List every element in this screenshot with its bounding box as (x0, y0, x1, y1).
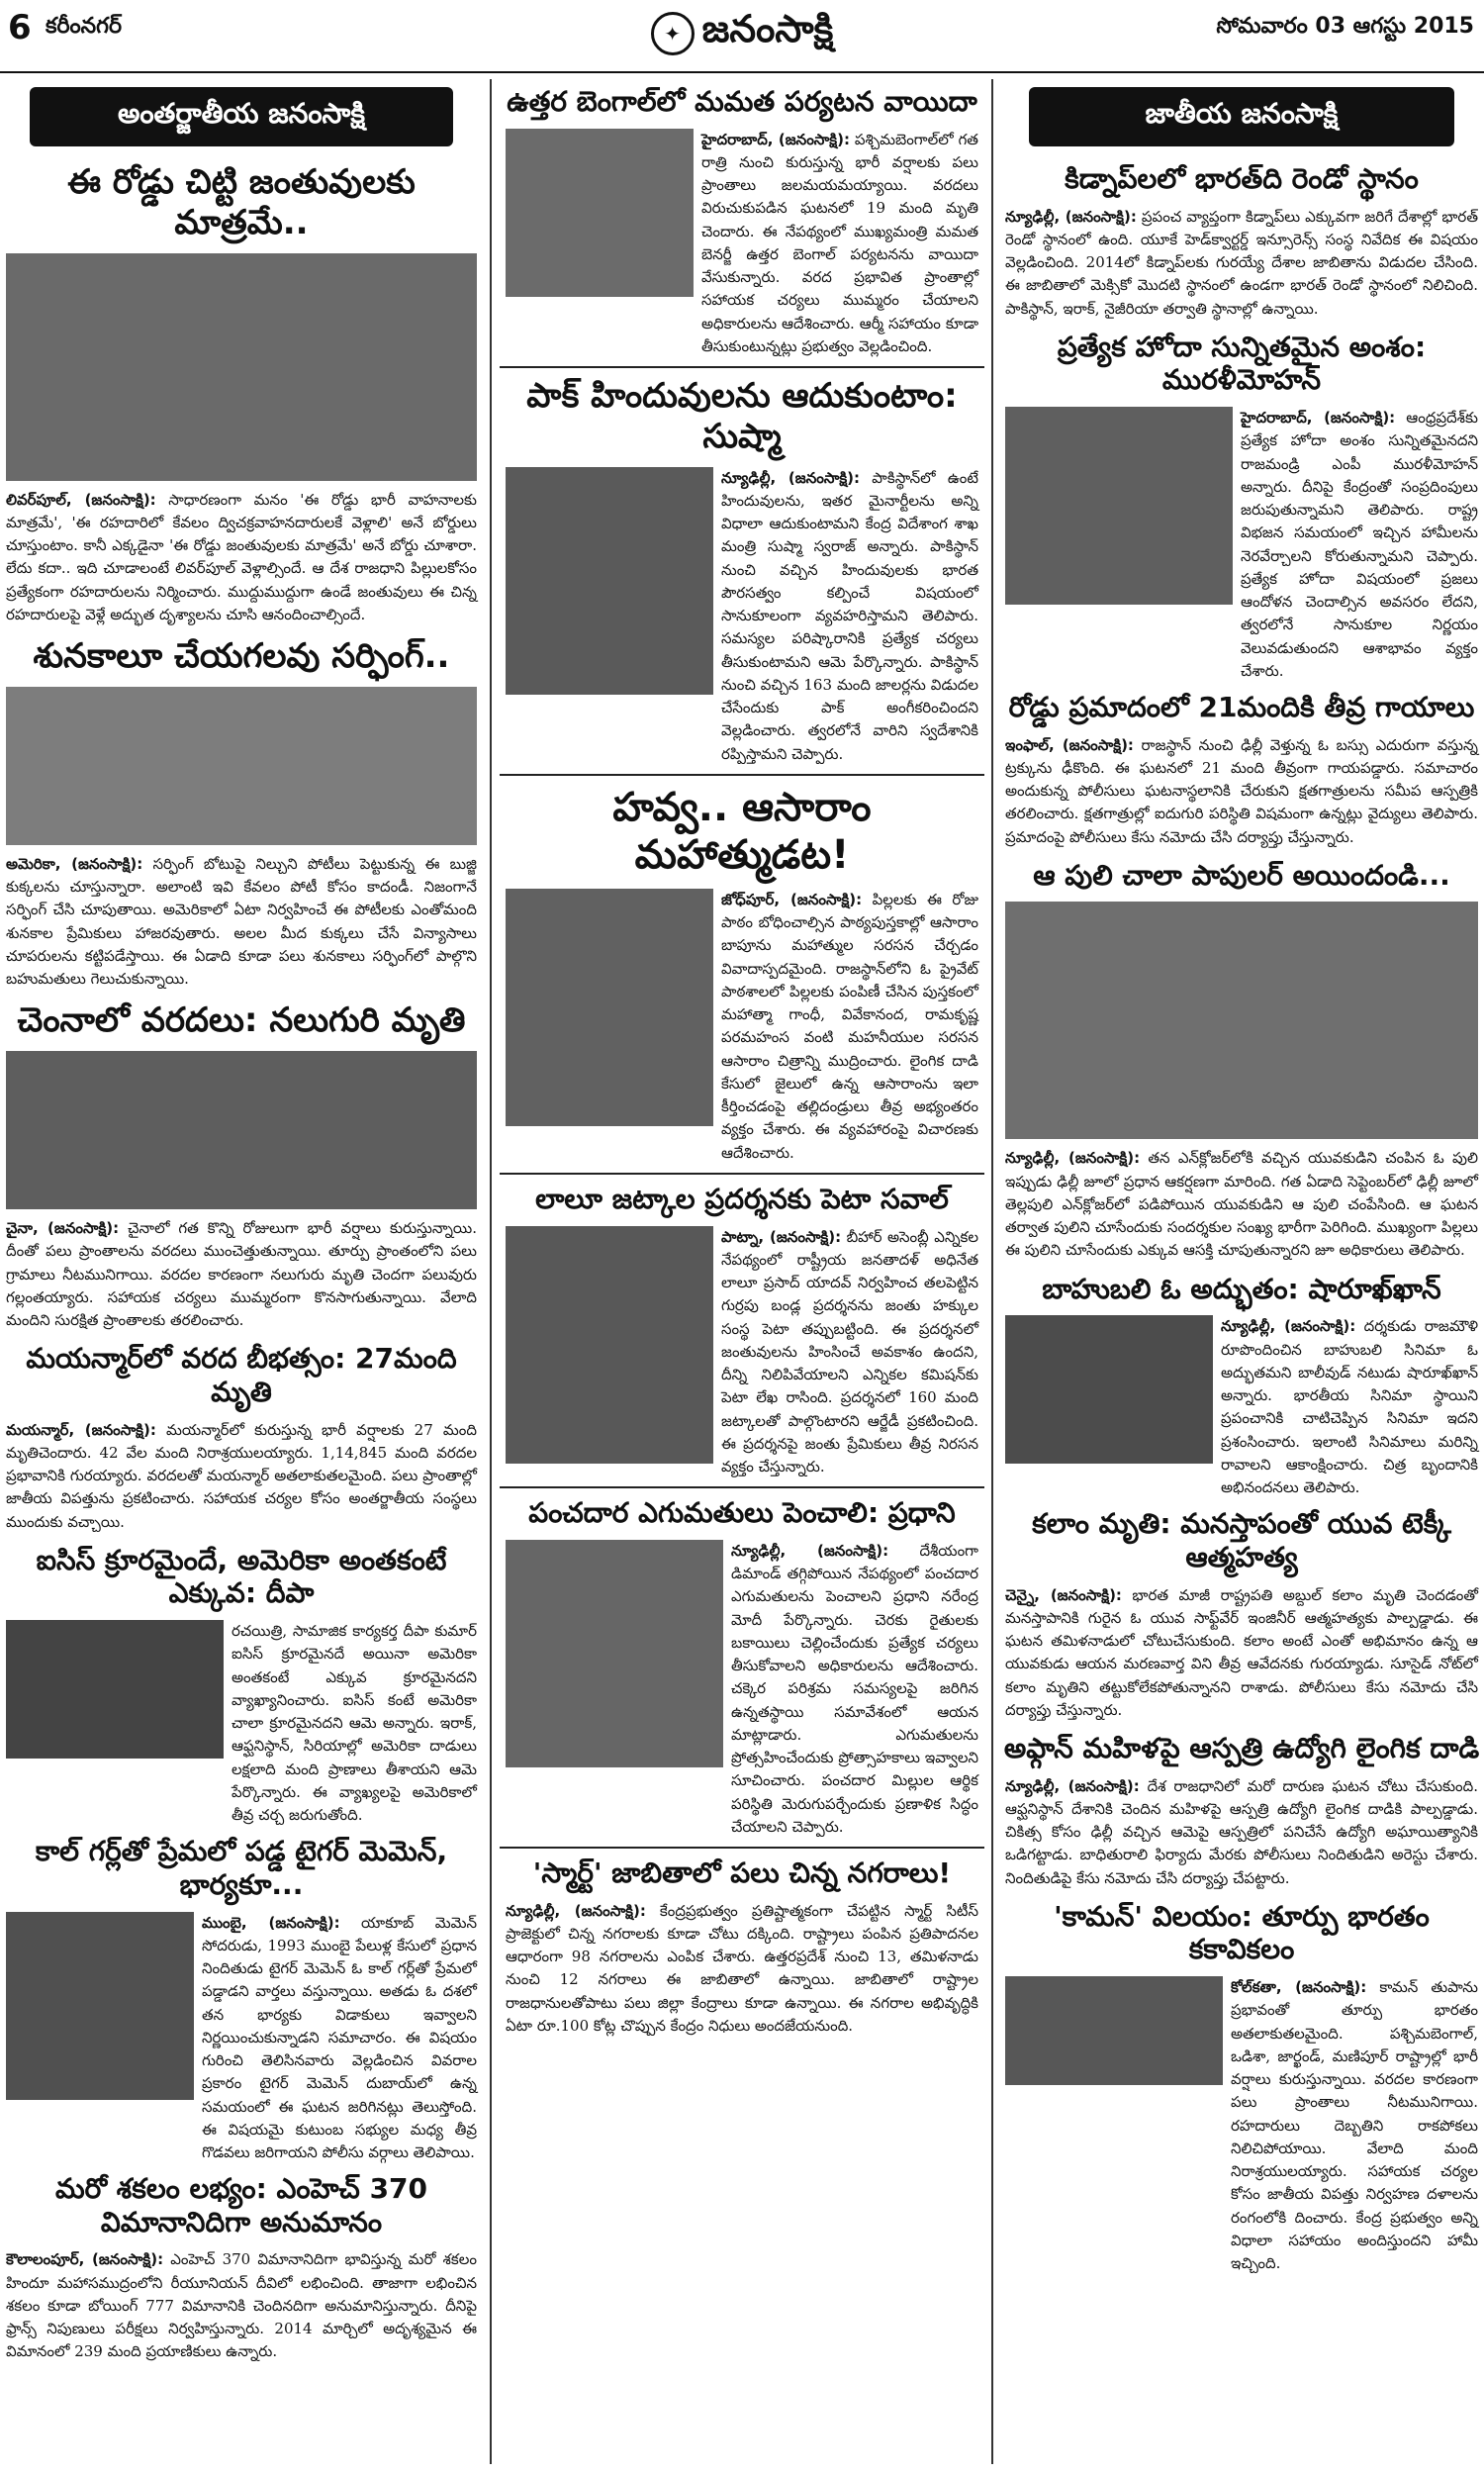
photo-tiger-memon (6, 1912, 194, 2100)
article-china-floods (0, 1000, 483, 1332)
page-header (0, 0, 1484, 73)
article-isis-deepa (0, 1544, 483, 1827)
headline: శునకాలూ చేయగలవు సర్ఫింగ్‌.. (33, 636, 450, 677)
article-body: న్యూఢిల్లీ, (జనంసాక్షి): దేశ రాజధానిలో మరో దారుణ ఘటన చోటు చేసుకుంది. ఆఫ్ఘనిస్థాన్‌ దేశానికి చెందిన మహిళపై ఆస్పత్రి ఉద్యోగి లైంగిక దాడికి పాల్పడ్డాడు. చికిత్స కోసం ఢిల్లీ వచ్చిన ఆమెపై ఆస్పత్రిలో పనిచేసే ఉద్యోగి అఘాయిత్యానికి ఒడిగట్టాడు. బాధితురాలి ఫిర్యాదు మేరకు పోలీసులు నిందితుడిని అరెస్టు చేశారు. నిందితుడిపై కేసు నమోదు చేసి దర్యాప్తు చేపట్టారు. (1005, 1776, 1478, 1887)
headline: చెంనాలో వరదలు: నలుగురి మృతి (17, 1000, 466, 1041)
article-body: ఇంఫాల్‌, (జనంసాక్షి): రాజస్థాన్‌ నుంచి ఢిల్లీ వెళ్తున్న ఓ బస్సు ఎదురుగా వస్తున్న ట్రక్కును ఢీకొంది. ఈ ఘటనలో 21 మంది తీవ్రంగా గాయపడ్డారు. సమాచారం అందుకున్న పోలీసులు ఘటనాస్థలానికి చేరుకుని క్షతగాత్రులను సమీప ఆస్పత్రికి తరలించారు. క్షతగాత్రుల్లో ఐదుగురి పరిస్థితి విషమంగా ఉన్నట్లు వైద్యులు తెలిపారు. ప్రమాదంపై పోలీసులు కేసు నమోదు చేసి దర్యాప్తు చేస్తున్నారు. (1005, 735, 1478, 846)
page-number: 6 (8, 8, 32, 48)
article-body: న్యూఢిల్లీ, (జనంసాక్షి): పాకిస్థాన్‌లో ఉంటే హిందువులను, ఇతర మైనార్టీలను అన్ని విధాలా ఆదుకుంటామని కేంద్ర విదేశాంగ శాఖ మంత్రి సుష్మా స్వరాజ్‌ అన్నారు. పాకిస్థాన్‌ నుంచి వచ్చిన హిందువులకు భారత పౌరసత్వం కల్పించే విషయంలో సానుకూలంగా వ్యవహరిస్తామని తెలిపారు. సమస్యల పరిష్కారానికి ప్రత్యేక చర్యలు తీసుకుంటామని ఆమె పేర్కొన్నారు. పాకిస్థాన్‌ నుంచి వచ్చిన 163 మంది జాలర్లను విడుదల చేసేందుకు పాక్‌ అంగీకరించిందని వెల్లడించారు. త్వరలోనే వారిని స్వదేశానికి రప్పిస్తామని చెప్పారు. (721, 468, 978, 763)
photo-cats-road (6, 253, 477, 481)
article-body: లివర్‌పూల్‌, (జనంసాక్షి): సాధారణంగా మనం 'ఈ రోడ్డు భారీ వాహనాలకు మాత్రమే', 'ఈ రహదారిలో కేవలం ద్విచక్రవాహనదారులకే వెళ్లాలి' అనే బోర్డులు చూస్తుంటాం. కానీ ఎక్కడైనా 'ఈ రోడ్డు జంతువులకు మాత్రమే' అనే బోర్డు చూశారా. లేదు కదా.. ఇది చూడాలంటే లివర్‌పూల్‌ వెళ్లాల్సిందే. ఆ దేశ రాజధాని పిల్లులకోసం ప్రత్యేకంగా రహదారులను నిర్మించారు. ముద్దుముద్దుగా ఉండే జంతువులు ఈ చిన్న రహదారులపై వెళ్లే అద్భుత దృశ్యాలను చూసి ఆనందించాల్సిందే. (6, 490, 477, 623)
edition-label: కరీంనగర్ (46, 14, 123, 39)
article-body: న్యూఢిల్లీ, (జనంసాక్షి): దేశీయంగా డిమాండ్‌ తగ్గిపోయిన నేపథ్యంలో పంచదార ఎగుమతులను పెంచాలని ప్రధాని నరేంద్ర మోదీ పేర్కొన్నారు. చెరకు రైతులకు బకాయిలు చెల్లించేందుకు ప్రత్యేక చర్యలు తీసుకోవాలని అధికారులను ఆదేశించారు. చక్కెర పరిశ్రమ సమస్యలపై జరిగిన ఉన్నతస్థాయి సమావేశంలో ఆయన మాట్లాడారు. ఎగుమతులను ప్రోత్సహించేందుకు ప్రోత్సాహకాలు ఇవ్వాలని సూచించారు. పంచదార మిల్లుల ఆర్థిక పరిస్థితి మెరుగుపర్చేందుకు ప్రణాళిక సిద్ధం చేయాలని చెప్పారు. (731, 1541, 978, 1836)
headline: ప్రత్యేక హోదా సున్నితమైన అంశం: మురళీమోహన్‌ (1057, 330, 1427, 397)
article-tiger (999, 859, 1484, 1263)
headline: 'స్మార్ట్‌' జాబితాలో పలు చిన్న నగరాలు! (532, 1856, 952, 1890)
article-body: అమెరికా, (జనంసాక్షి): సర్ఫింగ్‌ బోటుపై నిల్చుని పోటీలు పెట్టుకున్న ఈ బుజ్జి కుక్కలను చూస్తున్నారా. అలాంటి ఇవి కేవలం పోటీ కోసం కాదండీ. నిజంగానే సర్ఫింగ్‌ చేసి చూపుతాయి. అమెరికాలో ఏటా నిర్వహించే ఈ పోటీలకు ఎంతోమంది శునకాల ప్రేమికులు హాజరవుతారు. అలల మీద కుక్కలు చేసే విన్యాసాలు చూపరులను కట్టిపడేస్తాయి. ఈ ఏడాది కూడా పలు శునకాలు సర్ఫింగ్‌లో పాల్గొని బహుమతులు గెలుచుకున్నాయి. (6, 854, 478, 989)
photo-modi (506, 1540, 723, 1767)
article-sushma (500, 376, 984, 766)
headline: లాలూ జట్కాల ప్రదర్శనకు పెటా సవాల్‌ (535, 1182, 949, 1215)
rule (500, 1847, 984, 1849)
headline: కాల్‌ గర్ల్‌తో ప్రేమలో పడ్డ టైగర్‌ మెమెన్‌, భార్యకూ... (35, 1835, 448, 1901)
headline: ఉత్తర బెంగాల్‌లో మమత పర్యటన వాయిదా (507, 85, 977, 118)
article-dog-surfing (0, 636, 483, 991)
article-komen-cyclone (999, 1900, 1484, 2275)
article-body: చైనా, (జనంసాక్షి): చైనాలో గత కొన్ని రోజులుగా భారీ వర్షాలు కురుస్తున్నాయి. దీంతో పలు ప్రాంతాలను వరదలు ముంచెత్తుతున్నాయి. తూర్పు ప్రాంతంలోని పలు గ్రామాలు నీటమునిగాయి. వరదల కారణంగా నలుగురు మృతి చెందగా పలువురు గల్లంతయ్యారు. సహాయక చర్యలు ముమ్మరంగా కొనసాగుతున్నాయి. వేలాది మందిని సురక్షిత ప్రాంతాలకు తరలించారు. (6, 1219, 477, 1330)
headline: పాక్‌ హిందువులను ఆదుకుంటాం: సుష్మా (526, 376, 958, 456)
article-body: జోధ్‌పూర్‌, (జనంసాక్షి): పిల్లలకు ఈ రోజు పాఠం బోధించాల్సిన పాఠ్యపుస్తకాల్లో ఆసారాం బాపూను మహాత్ముల సరసన చేర్చడం వివాదాస్పదమైంది. రాజస్థాన్‌లోని ఓ ప్రైవేట్‌ పాఠశాలలో పిల్లలకు పంపిణీ చేసిన పుస్తకంలో మహాత్మా గాంధీ, వివేకానంద, రామకృష్ణ పరమహంస వంటి మహనీయుల సరసన ఆసారాం చిత్రాన్ని ముద్రించారు. లైంగిక దాడి కేసులో జైలులో ఉన్న ఆసారాంను ఇలా కీర్తించడంపై తల్లిదండ్రులు తీవ్ర అభ్యంతరం వ్యక్తం చేశారు. ఈ వ్యవహారంపై విచారణకు ఆదేశించారు. (721, 890, 978, 1162)
article-afghan-woman (999, 1732, 1484, 1890)
article-body: న్యూఢిల్లీ, (జనంసాక్షి): ప్రపంచ వ్యాప్తంగా కిడ్నాప్‌లు ఎక్కువగా జరిగే దేశాల్లో భారత్‌ రెండో స్థానంలో ఉంది. యూకే హెడ్‌క్వార్టర్డ్‌ ఇన్సూరెన్స్‌ సంస్థ నివేదిక ఈ విషయం వెల్లడించింది. 2014లో కిడ్నాప్‌లకు గురయ్యే దేశాల జాబితాను విడుదల చేసింది. ఈ జాబితాలో మెక్సికో మొదటి స్థానంలో ఉండగా భారత్‌ రెండో స్థానంలో నిలిచింది. పాకిస్థాన్‌, ఇరాక్‌, నైజీరియా తర్వాతి స్థానాల్లో ఉన్నాయి. (1005, 207, 1478, 318)
article-body: కోల్‌కతా, (జనంసాక్షి): కామన్‌ తుపాను ప్రభావంతో తూర్పు భారతం అతలాకుతలమైంది. పశ్చిమబెంగాల్‌, ఒడిశా, జార్ఖండ్‌, మణిపూర్‌ రాష్ట్రాల్లో భారీ వర్షాలు కురుస్తున్నాయి. వరదల కారణంగా పలు ప్రాంతాలు నీటమునిగాయి. రహదారులు దెబ్బతిని రాకపోకలు నిలిచిపోయాయి. వేలాది మంది నిరాశ్రయులయ్యారు. సహాయక చర్యల కోసం జాతీయ విపత్తు నిర్వహణ దళాలను రంగంలోకి దించారు. కేంద్ర ప్రభుత్వం అన్ని విధాలా సహాయం అందిస్తుందని హామీ ఇచ్చింది. (1231, 1978, 1478, 2273)
article-body: మయన్మార్‌, (జనంసాక్షి): మయన్మార్‌లో కురుస్తున్న భారీ వర్షాలకు 27 మంది మృతిచెందారు. 42 వేల మంది నిరాశ్రయులయ్యారు. 1,14,845 మంది వరదల ప్రభావానికి గురయ్యారు. వరదలతో మయన్మార్‌ అతలాకుతలమైంది. పలు ప్రాంతాల్లో జాతీయ విపత్తును ప్రకటించారు. సహాయక చర్యల కోసం అంతర్జాతీయ సంస్థలు ముందుకు వచ్చాయి. (6, 1420, 477, 1531)
article-body: పాట్నా, (జనంసాక్షి): బీహార్‌ అసెంబ్లీ ఎన్నికల నేపథ్యంలో రాష్ట్రీయ జనతాదళ్‌ అధినేత లాలూ ప్రసాద్‌ యాదవ్‌ నిర్వహించ తలపెట్టిన గుర్రపు బండ్ల ప్రదర్శనను జంతు హక్కుల సంస్థ పెటా తప్పుబట్టింది. ఈ ప్రదర్శనలో జంతువులను హింసించే అవకాశం ఉందని, దీన్ని నిలిపివేయాలని ఎన్నికల కమిషన్‌కు పెటా లేఖ రాసింది. ప్రదర్శనలో 160 మంది జట్కాలతో పాల్గొంటారని ఆర్జేడీ ప్రకటించింది. ఈ ప్రదర్శనపై జంతు ప్రేమికులు తీవ్ర నిరసన వ్యక్తం చేస్తున్నారు. (721, 1227, 978, 1476)
photo-china-floods (6, 1051, 477, 1209)
rule (500, 1486, 984, 1488)
article-body: న్యూఢిల్లీ, (జనంసాక్షి): దర్శకుడు రాజమౌళి రూపొందించిన బాహుబలి సినిమా ఓ అద్భుతమని బాలీవుడ్‌ నటుడు షారూఖ్‌ఖాన్‌ అన్నారు. భారతీయ సినిమా స్థాయిని ప్రపంచానికి చాటిచెప్పిన సినిమా ఇదని ప్రశంసించారు. ఇలాంటి సినిమాలు మరిన్ని రావాలని ఆకాంక్షించారు. చిత్ర బృందానికి అభినందనలు తెలిపారు. (1221, 1317, 1478, 1497)
article-sugar-exports (500, 1496, 984, 1839)
headline: కిడ్నాప్‌లలో భారత్‌ది రెండో స్థానం (1065, 162, 1419, 195)
headline: అఫ్గాన్‌ మహిళపై ఆస్పత్రి ఉద్యోగి లైంగిక దాడి (1003, 1732, 1480, 1764)
headline: బాహుబలి ఓ అద్భుతం: షారూఖ్‌ఖాన్‌ (1042, 1272, 1441, 1305)
headline: మయన్మార్‌లో వరద బీభత్సం: 27మంది మృతి (26, 1342, 457, 1409)
rule (500, 1173, 984, 1175)
article-baahubali (999, 1273, 1484, 1500)
article-tiger-memon (0, 1835, 483, 2164)
headline: ఈ రోడ్డు చిట్టి జంతువులకు మాత్రమే.. (67, 162, 416, 242)
article-lalu-peta (500, 1183, 984, 1478)
photo-sushma (506, 467, 713, 695)
headline: మరో శకలం లభ్యం: ఎంహెచ్‌ 370 విమానానిదిగా అనుమానం (54, 2172, 428, 2238)
rule (500, 366, 984, 368)
headline: హవ్వ.. ఆసారాం మహాత్ముడట! (612, 784, 872, 878)
photo-white-tiger (1005, 902, 1478, 1139)
headline: కలాం మృతి: మనస్తాపంతో యువ టెక్కీ ఆత్మహత్య (1032, 1507, 1451, 1573)
photo-flood-damage (1005, 1976, 1223, 2085)
article-road-animals (0, 162, 483, 626)
article-road-accident (999, 691, 1484, 849)
left-column (0, 79, 483, 2374)
headline: పంచదార ఎగుమతులు పెంచాలి: ప్రధాని (528, 1496, 956, 1530)
section-international: అంతర్జాతీయ జనంసాక్షి (30, 87, 453, 146)
headline: ఐసిస్‌ క్రూరమైందే, అమెరికా అంతకంటే ఎక్కువ: దీపా (36, 1543, 447, 1610)
photo-lalu-rally (506, 1226, 713, 1464)
article-body: ముంబై, (జనంసాక్షి): యాకూబ్‌ మెమెన్‌ సోదరుడు, 1993 ముంబై పేలుళ్ల కేసులో ప్రధాన నిందితుడు టైగర్‌ మెమెన్‌ ఓ కాల్‌ గర్ల్‌తో ప్రేమలో పడ్డాడని వార్తలు వస్తున్నాయి. అతడు ఓ దశలో తన భార్యకు విడాకులు ఇవ్వాలని నిర్ణయించుకున్నాడని సమాచారం. ఈ విషయం గురించి తెలిసినవారు వెల్లడించిన వివరాల ప్రకారం టైగర్‌ మెమెన్‌ దుబాయ్‌లో ఉన్న సమయంలో ఈ ఘటన జరిగినట్లు తెలుస్తోంది. ఈ విషయమై కుటుంబ సభ్యుల మధ్య తీవ్ర గొడవలు జరిగాయని పోలీసు వర్గాలు తెలిపాయి. (202, 1913, 477, 2161)
issue-date: సోమవారం 03 ఆగస్టు 2015 (1216, 14, 1474, 39)
article-body: న్యూఢిల్లీ, (జనంసాక్షి): కేంద్రప్రభుత్వం ప్రతిష్టాత్మకంగా చేపట్టిన స్మార్ట్‌ సిటీస్‌ ప్రాజెక్టులో చిన్న నగరాలకు కూడా చోటు దక్కింది. రాష్ట్రాలు పంపిన ప్రతిపాదనల ఆధారంగా 98 నగరాలను ఎంపిక చేశారు. ఉత్తరప్రదేశ్‌ నుంచి 13, తమిళనాడు నుంచి 12 నగరాలు ఈ జాబితాలో ఉన్నాయి. జాబితాలో రాష్ట్రాల రాజధానులతోపాటు పలు జిల్లా కేంద్రాలు కూడా ఉన్నాయి. ఈ నగరాల అభివృద్ధికి ఏటా రూ.100 కోట్ల చొప్పున కేంద్రం నిధులు అందజేయనుంది. (506, 1901, 978, 2035)
article-body: చెన్నై, (జనంసాక్షి): భారత మాజీ రాష్ట్రపతి అబ్దుల్‌ కలాం మృతి చెందడంతో మనస్తాపానికి గురైన ఓ యువ సాఫ్ట్‌వేర్‌ ఇంజినీర్‌ ఆత్మహత్యకు పాల్పడ్డాడు. ఈ ఘటన తమిళనాడులో చోటుచేసుకుంది. కలాం అంటే ఎంతో అభిమానం ఉన్న ఆ యువకుడు ఆయన మరణవార్త విని తీవ్ర ఆవేదనకు గురయ్యాడు. సూసైడ్‌ నోట్‌లో కలాం మృతిని తట్టుకోలేకపోతున్నానని రాశాడు. పోలీసులు కేసు నమోదు చేసి దర్యాప్తు చేస్తున్నారు. (1005, 1585, 1478, 1719)
article-special-status (999, 331, 1484, 683)
column-divider (991, 79, 993, 2464)
photo-shahrukh (1005, 1315, 1213, 1464)
article-smart-cities (500, 1856, 984, 2038)
photo-isis (6, 1620, 224, 1759)
article-asaram (500, 784, 984, 1165)
photo-dog-surfing (6, 687, 477, 845)
masthead-title: జనంసాక్షి (701, 7, 834, 50)
article-mamata (500, 85, 984, 358)
photo-mamata (506, 129, 694, 297)
section-national: జాతీయ జనంసాక్షి (1029, 87, 1454, 146)
article-body: హైదరాబాద్‌, (జనంసాక్షి): ఆంధ్రప్రదేశ్‌కు ప్రత్యేక హోదా అంశం సున్నితమైనదని రాజమండ్రి ఎంపీ మురళీమోహన్‌ అన్నారు. దీనిపై కేంద్రంతో సంప్రదింపులు జరుపుతున్నామని తెలిపారు. రాష్ట్ర విభజన సమయంలో ఇచ్చిన హామీలను నెరవేర్చాలని కోరుతున్నామని చెప్పారు. ప్రత్యేక హోదా విషయంలో ప్రజలు ఆందోళన చెందాల్సిన అవసరం లేదని, త్వరలోనే సానుకూల నిర్ణయం వెలువడుతుందని ఆశాభావం వ్యక్తం చేశారు. (1241, 409, 1478, 680)
headline: రోడ్డు ప్రమాదంలో 21మందికి తీవ్ర గాయాలు (1008, 691, 1475, 724)
headline: 'కామన్‌' విలయం: తూర్పు భారతం కకావికలం (1054, 1899, 1430, 1966)
column-divider (490, 79, 492, 2464)
article-body: రచయిత్రి, సామాజిక కార్యకర్త దీపా కుమార్‌ ఐసిస్‌ క్రూరమైనదే అయినా అమెరికా అంతకంటే ఎక్కువ క్రూరమైనదని వ్యాఖ్యానించారు. ఐసిస్‌ కంటే అమెరికా చాలా క్రూరమైనదని ఆమె అన్నారు. ఇరాక్‌, ఆఫ్ఘనిస్థాన్‌, సిరియాల్లో అమెరికా దాడులు లక్షలాది మంది ప్రాణాలు తీశాయని ఆమె పేర్కొన్నారు. ఈ వ్యాఖ్యలపై అమెరికాలో తీవ్ర చర్చ జరుగుతోంది. (232, 1622, 477, 1825)
article-kalam-techie (999, 1507, 1484, 1722)
rule (500, 774, 984, 776)
middle-column (500, 79, 984, 2047)
masthead-logo-icon: ✦ (651, 12, 695, 55)
article-mh370 (0, 2172, 483, 2363)
article-body: న్యూఢిల్లీ, (జనంసాక్షి): తన ఎన్‌క్లోజర్‌లోకి వచ్చిన యువకుడిని చంపిన ఓ పులి ఇప్పుడు ఢిల్లీ జూలో ప్రధాన ఆకర్షణగా మారింది. గత ఏడాది సెప్టెంబర్‌లో ఢిల్లీ జూలో తెల్లపులి ఎన్‌క్లోజర్‌లో పడిపోయిన యువకుడిని ఆ పులి చంపేసింది. ఆ ఘటన తర్వాత పులిని చూసేందుకు సందర్శకుల సంఖ్య భారీగా పెరిగింది. ముఖ్యంగా పిల్లలు ఈ పులిని చూసేందుకు ఎక్కువ ఆసక్తి చూపుతున్నారని జూ అధికారులు తెలిపారు. (1005, 1149, 1478, 1260)
article-kidnap (999, 162, 1484, 321)
article-body: హైదరాబాద్‌, (జనంసాక్షి): పశ్చిమబెంగాల్‌లో గత రాత్రి నుంచి కురుస్తున్న భారీ వర్షాలకు పలు ప్రాంతాలు జలమయమయ్యాయి. వరదలు విరుచుకుపడిన ఘటనలో 19 మంది మృతి చెందారు. ఈ నేపథ్యంలో ముఖ్యమంత్రి మమత బెనర్జీ ఉత్తర బెంగాల్‌ పర్యటనను వాయిదా వేసుకున్నారు. వరద ప్రభావిత ప్రాంతాల్లో సహాయక చర్యలు ముమ్మరం చేయాలని అధికారులను ఆదేశించారు. ఆర్మీ సహాయం కూడా తీసుకుంటున్నట్లు ప్రభుత్వం వెల్లడించింది. (701, 130, 978, 355)
article-myanmar-floods (0, 1342, 483, 1533)
photo-asaram (506, 889, 713, 1126)
right-column (999, 79, 1484, 2275)
masthead (603, 6, 881, 61)
article-body: కౌలాలంపూర్‌, (జనంసాక్షి): ఎంహెచ్‌ 370 విమానానిదిగా భావిస్తున్న మరో శకలం హిందూ మహాసముద్రంలోని రీయూనియన్‌ దీవిలో లభించింది. తాజాగా లభించిన శకలం కూడా బోయింగ్‌ 777 విమానానికి చెందినదిగా అనుమానిస్తున్నారు. దీనిపై ఫ్రాన్స్‌ నిపుణులు పరీక్షలు నిర్వహిస్తున్నారు. 2014 మార్చిలో అదృశ్యమైన ఈ విమానంలో 239 మంది ప్రయాణికులు ఉన్నారు. (6, 2250, 477, 2361)
headline: ఆ పులి చాలా పాపులర్‌ అయిందండి... (1033, 858, 1450, 892)
photo-murali-mohan (1005, 407, 1233, 605)
